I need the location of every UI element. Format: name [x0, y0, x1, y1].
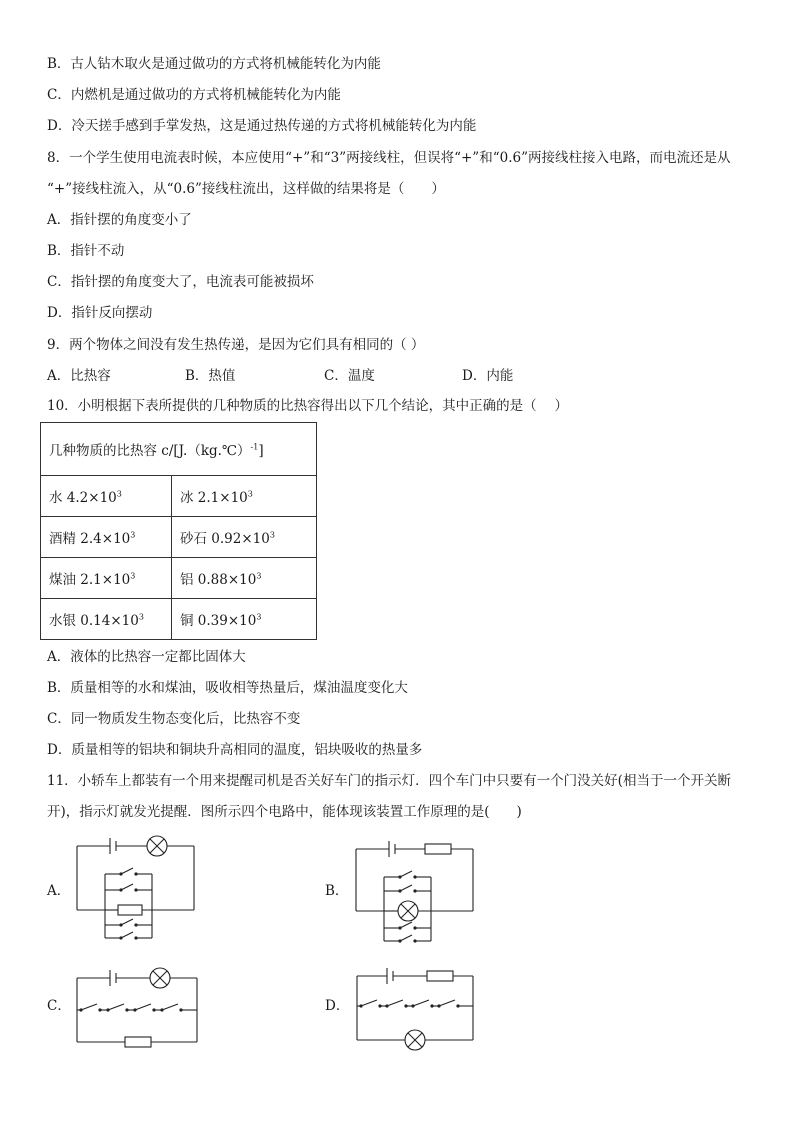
switch-icon	[357, 1000, 382, 1008]
switch-icon	[133, 1004, 155, 1012]
q11-stem-line-1: 11．小轿车上都装有一个用来提醒司机是否关好车门的指示灯．四个车门中只要有一个门没关好(相当于一个开关断	[47, 773, 731, 789]
q10-option-b: B．质量相等的水和煤油，吸收相等热量后，煤油温度变化大	[47, 680, 408, 696]
circuit-a-diagram	[70, 830, 200, 945]
q8-option-b: B．指针不动	[47, 243, 125, 259]
switch-icon	[384, 935, 431, 943]
switch-icon	[385, 1000, 407, 1008]
table-header: 几种物质的比热容 c/[J.（kg.℃）$^{-1}$]	[41, 423, 317, 476]
switch-icon	[106, 1004, 128, 1012]
q8-option-d: D．指针反向摆动	[47, 305, 153, 321]
q8-option-c: C．指针摆的角度变大了，电流表可能被损坏	[47, 274, 314, 290]
table-cell: 铜 $0.39\times 10^3$	[172, 599, 317, 640]
lamp-icon	[150, 968, 170, 988]
resistor-icon	[427, 971, 453, 981]
q8-option-a: A．指针摆的角度变小了	[47, 212, 192, 228]
table-row	[41, 558, 317, 599]
table-row	[41, 517, 317, 558]
table-cell: 铝 $0.88\times 10^3$	[172, 558, 317, 599]
q10-option-a: A．液体的比热容一定都比固体大	[47, 649, 246, 665]
q7-option-c: C．内燃机是通过做功的方式将机械能转化为内能	[47, 87, 341, 103]
table-row	[41, 599, 317, 640]
resistor-icon	[425, 844, 451, 854]
switch-icon	[384, 922, 431, 930]
q8-stem-line-2: “+”接线柱流入，从“0.6”接线柱流出，这样做的结果将是（ ）	[47, 181, 445, 197]
table-cell: 水 $4.2\times 10^3$	[41, 476, 172, 517]
circuit-c-label: C．	[47, 998, 71, 1014]
circuit-a-label: A．	[47, 883, 71, 899]
switch-icon	[77, 1004, 102, 1012]
switch-icon	[437, 1000, 473, 1008]
q7-option-b: B．古人钻木取火是通过做功的方式将机械能转化为内能	[47, 56, 381, 72]
switch-icon	[105, 884, 152, 892]
resistor-icon	[118, 905, 142, 915]
switch-icon	[384, 871, 431, 879]
q7-option-d: D．冷天搓手感到手掌发热，这是通过热传递的方式将机械能转化为内能	[47, 118, 477, 134]
resistor-icon	[125, 1037, 151, 1047]
specific-heat-table	[40, 422, 317, 640]
switch-icon	[411, 1000, 433, 1008]
table-cell: 冰 $2.1\times 10^3$	[172, 476, 317, 517]
q8-stem-line-1: 8．一个学生使用电流表时候，本应使用“+”和“3”两接线柱，但误将“+”和“0.6”两接线柱接入电路，而电流还是从	[47, 150, 731, 166]
circuit-c-diagram	[73, 962, 201, 1048]
switch-icon	[105, 919, 152, 927]
q9-option-a: A．比热容	[47, 368, 111, 384]
q11-stem-line-2: 开)，指示灯就发光提醒．图所示四个电路中，能体现该装置工作原理的是( )	[47, 804, 522, 820]
switch-icon	[160, 1004, 197, 1012]
q10-option-d: D．质量相等的铝块和铜块升高相同的温度，铝块吸收的热量多	[47, 742, 423, 758]
switch-icon	[105, 868, 152, 876]
table-cell: 砂石 $0.92\times 10^3$	[172, 517, 317, 558]
table-row	[41, 476, 317, 517]
switch-icon	[384, 885, 431, 893]
circuit-b-label: B．	[325, 883, 349, 899]
q9-option-d: D．内能	[462, 368, 514, 384]
switch-icon	[105, 932, 152, 940]
table-cell: 煤油 $2.1\times 10^3$	[41, 558, 172, 599]
lamp-icon	[405, 1030, 425, 1050]
q10-stem: 10．小明根据下表所提供的几种物质的比热容得出以下几个结论，其中正确的是（ ）	[47, 398, 568, 414]
q9-stem: 9．两个物体之间没有发生热传递，是因为它们具有相同的（ ）	[47, 337, 425, 353]
table-cell: 酒精 $2.4\times 10^3$	[41, 517, 172, 558]
lamp-icon	[398, 901, 418, 921]
q9-option-c: C．温度	[324, 368, 375, 384]
q9-option-b: B．热值	[185, 368, 236, 384]
circuit-d-label: D．	[325, 998, 350, 1014]
lamp-icon	[147, 836, 167, 856]
circuit-b-diagram	[349, 833, 479, 948]
circuit-d-diagram	[353, 962, 481, 1054]
q10-option-c: C．同一物质发生物态变化后，比热容不变	[47, 711, 301, 727]
table-cell: 水银 $0.14\times 10^3$	[41, 599, 172, 640]
